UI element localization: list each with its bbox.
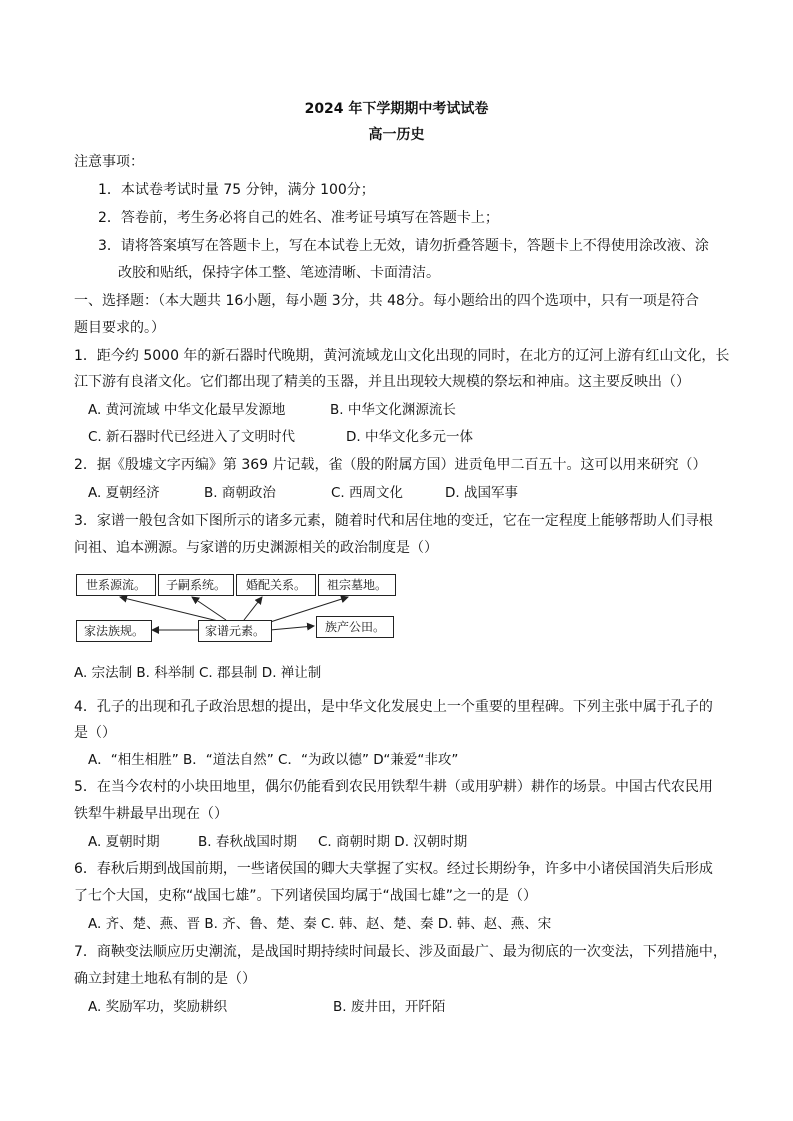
box-marriage: 婚配关系。 bbox=[236, 574, 316, 596]
q3-options: A. 宗法制 B. 科举制 C. 郡县制 D. 禅让制 bbox=[74, 665, 322, 681]
q5-option-cd: C. 商朝时期 D. 汉朝时期 bbox=[318, 834, 468, 850]
q3-stem: 3．家谱一般包含如下图所示的诸多元素，随着时代和居住地的变迁，它在一定程度上能够帮助人们寻根 bbox=[74, 513, 713, 529]
q4-stem: 4．孔子的出现和孔子政治思想的提出，是中华文化发展史上一个重要的里程碑。下列主张中属于孔子的 bbox=[74, 699, 713, 715]
notice-item-3: 3．请将答案填写在答题卡上，写在本试卷上无效，请勿折叠答题卡，答题卡上不得使用涂改液、涂 bbox=[98, 238, 709, 254]
box-lineage: 世系源流。 bbox=[76, 574, 156, 596]
q7-stem: 7．商鞅变法顺应历史潮流，是战国时期持续时间最长、涉及面最广、最为彻底的一次变法，下列措施中， bbox=[74, 944, 727, 960]
exam-title: 2024 年下学期期中考试试卷 bbox=[304, 101, 489, 117]
q7-option-a: A. 奖励军功，奖励耕织 bbox=[88, 999, 228, 1015]
q5-option-a: A. 夏朝时期 bbox=[88, 834, 160, 850]
arrow-to-marriage bbox=[244, 597, 262, 620]
q6-options: A. 齐、楚、燕、晋 B. 齐、鲁、楚、秦 C. 韩、赵、楚、秦 D. 韩、赵、燕、宋 bbox=[88, 916, 552, 932]
arrow-to-clan-property bbox=[270, 626, 314, 630]
arrow-to-lineage bbox=[120, 597, 222, 622]
q6-stem: 6．春秋后期到战国前期，一些诸侯国的卿大夫掌握了实权。经过长期纷争，许多中小诸侯国消失后形成 bbox=[74, 861, 713, 877]
notice-item-3-cont: 改胶和贴纸，保持字体工整、笔迹清晰、卡面清洁。 bbox=[118, 265, 440, 281]
q2-stem: 2．据《殷墟文字丙编》第 369 片记载，雀（殷的附属方国）进贡龟甲二百五十。这可以用来研究（） bbox=[74, 457, 707, 473]
box-family-elements: 家谱元素。 bbox=[198, 620, 272, 642]
q2-option-b: B. 商朝政治 bbox=[204, 485, 276, 501]
q1-stem-cont: 江下游有良渚文化。它们都出现了精美的玉器，并且出现较大规模的祭坛和神庙。这主要反映出（） bbox=[74, 374, 690, 390]
q1-option-d: D. 中华文化多元一体 bbox=[346, 429, 473, 445]
family-tree-diagram bbox=[74, 572, 396, 644]
box-descendants: 子嗣系统。 bbox=[158, 574, 234, 596]
q2-option-d: D. 战国军事 bbox=[445, 485, 518, 501]
section-heading-cont: 题目要求的。） bbox=[74, 320, 165, 336]
q4-options: A．“相生相胜” B．“道法自然” C．“为政以德” D“兼爱“非攻” bbox=[88, 752, 459, 768]
notice-heading: 注意事项： bbox=[74, 154, 144, 170]
q2-option-a: A. 夏朝经济 bbox=[88, 485, 160, 501]
q3-stem-cont: 问祖、追本溯源。与家谱的历史渊源相关的政治制度是（） bbox=[74, 540, 438, 556]
q5-option-b: B. 春秋战国时期 bbox=[198, 834, 297, 850]
q1-option-a: A. 黄河流域 中华文化最早发源地 bbox=[88, 402, 286, 418]
section-heading: 一、选择题：（本大题共 16小题，每小题 3分，共 48分。每小题给出的四个选项中，只有一项是符合 bbox=[74, 293, 699, 309]
arrow-to-descendants bbox=[192, 597, 226, 620]
notice-item-1: 1．本试卷考试时量 75 分钟，满分 100分； bbox=[98, 182, 375, 198]
q1-option-c: C. 新石器时代已经进入了文明时代 bbox=[88, 429, 296, 445]
exam-subject: 高一历史 bbox=[368, 127, 425, 143]
box-ancestral-tombs: 祖宗墓地。 bbox=[318, 574, 396, 596]
q7-stem-cont: 确立封建土地私有制的是（） bbox=[74, 971, 256, 987]
q2-option-c: C. 西周文化 bbox=[331, 485, 404, 501]
q6-stem-cont: 了七个大国，史称“战国七雄”。下列诸侯国均属于“战国七雄”之一的是（） bbox=[74, 888, 538, 904]
q1-stem: 1．距今约 5000 年的新石器时代晚期，黄河流域龙山文化出现的同时，在北方的辽河上游有红山文化，长 bbox=[74, 348, 730, 364]
q5-stem-cont: 铁犁牛耕最早出现在（） bbox=[74, 806, 228, 822]
q7-option-b: B. 废井田，开阡陌 bbox=[333, 999, 446, 1015]
q4-stem-cont: 是（） bbox=[74, 725, 116, 741]
q5-stem: 5．在当今农村的小块田地里，偶尔仍能看到农民用铁犁牛耕（或用驴耕）耕作的场景。中国古代农民用 bbox=[74, 779, 713, 795]
box-family-rules: 家法族规。 bbox=[76, 620, 152, 642]
box-clan-property: 族产公田。 bbox=[316, 616, 394, 638]
q1-option-b: B. 中华文化渊源流长 bbox=[330, 402, 456, 418]
notice-item-2: 2．答卷前，考生务必将自己的姓名、准考证号填写在答题卡上； bbox=[98, 210, 499, 226]
